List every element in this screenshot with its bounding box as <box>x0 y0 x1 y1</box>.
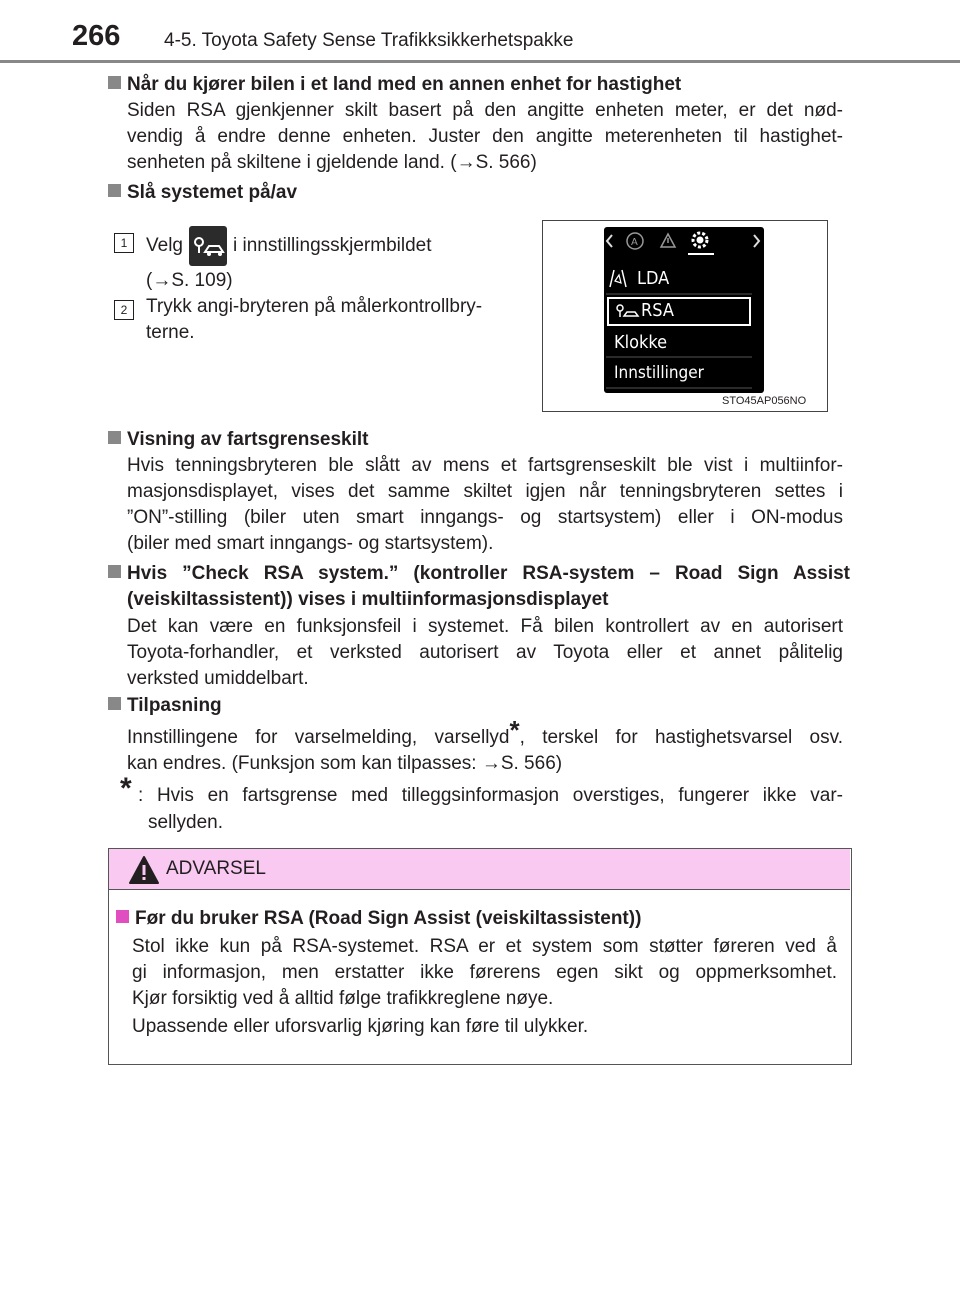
step-2-text: Trykk angi-bryteren på målerkontrollbry- terne. <box>146 296 483 343</box>
page-number: 266 <box>72 20 121 52</box>
warning-paragraph: Stol ikke kun på RSA-systemet. RSA er et system som støtter føreren ved å gi informasjon, men erstatter ikke førerens egen sikt og oppmerksomhet. Kjør forsiktig ved å alltid følge trafikkreglene nøye. <box>132 936 837 1009</box>
bullet-square <box>108 431 121 444</box>
road-sign-assist-icon <box>189 226 227 266</box>
step-number-2: 2 <box>114 300 134 320</box>
gear-icon <box>693 233 707 247</box>
warning-title: ADVARSEL <box>166 858 266 879</box>
customization-paragraph: Innstillingene for varselmelding, varsellyd*, terskel for hastighetsvarsel osv. kan endres. (Funksjon som kan tilpasses: →S. 566) <box>127 715 843 774</box>
speed-unit-paragraph: Siden RSA gjenkjenner skilt basert på den angitte enheten meter, er det nød- vendig å endre denne enheten. Juster den angitte meterenheten til hastighet- senheten på skiltene i gjeldende land. (→S. 566) <box>127 100 843 173</box>
section-heading-speed-unit: Når du kjører bilen i et land med en annen enhet for hastighet <box>108 72 681 98</box>
step-number-1: 1 <box>114 233 134 253</box>
warning-last-line: Upassende eller uforsvarlig kjøring kan føre til ulykker. <box>132 1016 589 1037</box>
menu-item-innstillinger[interactable]: Innstillinger <box>614 363 704 383</box>
speed-sign-paragraph: Hvis tenningsbryteren ble slått av mens et fartsgrenseskilt ble vist i multiinfor- masjonsdisplayet, vises det samme skiltet igjen når tenningsbryteren settes i ”ON”-stilling (biler uten smart inngangs- og startsystem) eller i ON-modus (biler med smart inngangs- og startsystem). <box>127 455 843 554</box>
bullet-square <box>108 184 121 197</box>
section-heading-customization: Tilpasning <box>108 693 222 719</box>
menu-item-rsa[interactable]: RSA <box>641 300 674 321</box>
check-rsa-paragraph: Det kan være en funksjonsfeil i systemet. Få bilen kontrollert av en autorisert Toyota-forhandler, et verksted autorisert av Toyota eller et annet pålitelig verksted umiddelbart. <box>127 616 843 689</box>
footnote-mark: * <box>120 772 132 805</box>
header-rule <box>0 60 960 63</box>
bullet-square-pink <box>116 910 129 923</box>
section-heading-check-rsa: Hvis ”Check RSA system.” (kontroller RSA-system – Road Sign Assist (veiskiltassistent)) vises i multiinformasjonsdisplayet <box>108 561 850 613</box>
footnote-text: : Hvis en fartsgrense med tilleggsinformasjon overstiges, fungerer ikke var- sellyden. <box>138 785 843 833</box>
bullet-square <box>108 76 121 89</box>
step-1-text: Velg i innstillingsskjermbildet (→S. 109) <box>146 226 432 296</box>
warning-triangle-icon <box>128 855 160 885</box>
bullet-square <box>108 697 121 710</box>
figure-code: STO45AP056NO <box>722 395 807 407</box>
svg-text:A: A <box>631 237 638 248</box>
chevron-right-icon <box>754 235 759 247</box>
bullet-square <box>108 565 121 578</box>
menu-item-klokke[interactable]: Klokke <box>614 332 668 353</box>
warning-icon <box>661 234 675 247</box>
lda-icon <box>610 270 626 287</box>
chapter-title: 4-5. Toyota Safety Sense Trafikksikkerhetspakke <box>164 30 574 51</box>
road-sign-assist-icon-small <box>617 305 638 317</box>
chevron-left-icon <box>607 235 612 247</box>
section-heading-toggle: Slå systemet på/av <box>108 180 297 206</box>
assist-icon <box>627 233 643 249</box>
section-heading-speed-sign-display: Visning av fartsgrenseskilt <box>108 427 368 453</box>
warning-subheading: Før du bruker RSA (Road Sign Assist (veiskiltassistent)) <box>116 908 641 930</box>
active-tab-indicator <box>688 253 714 255</box>
menu-item-lda[interactable]: LDA <box>637 268 670 289</box>
